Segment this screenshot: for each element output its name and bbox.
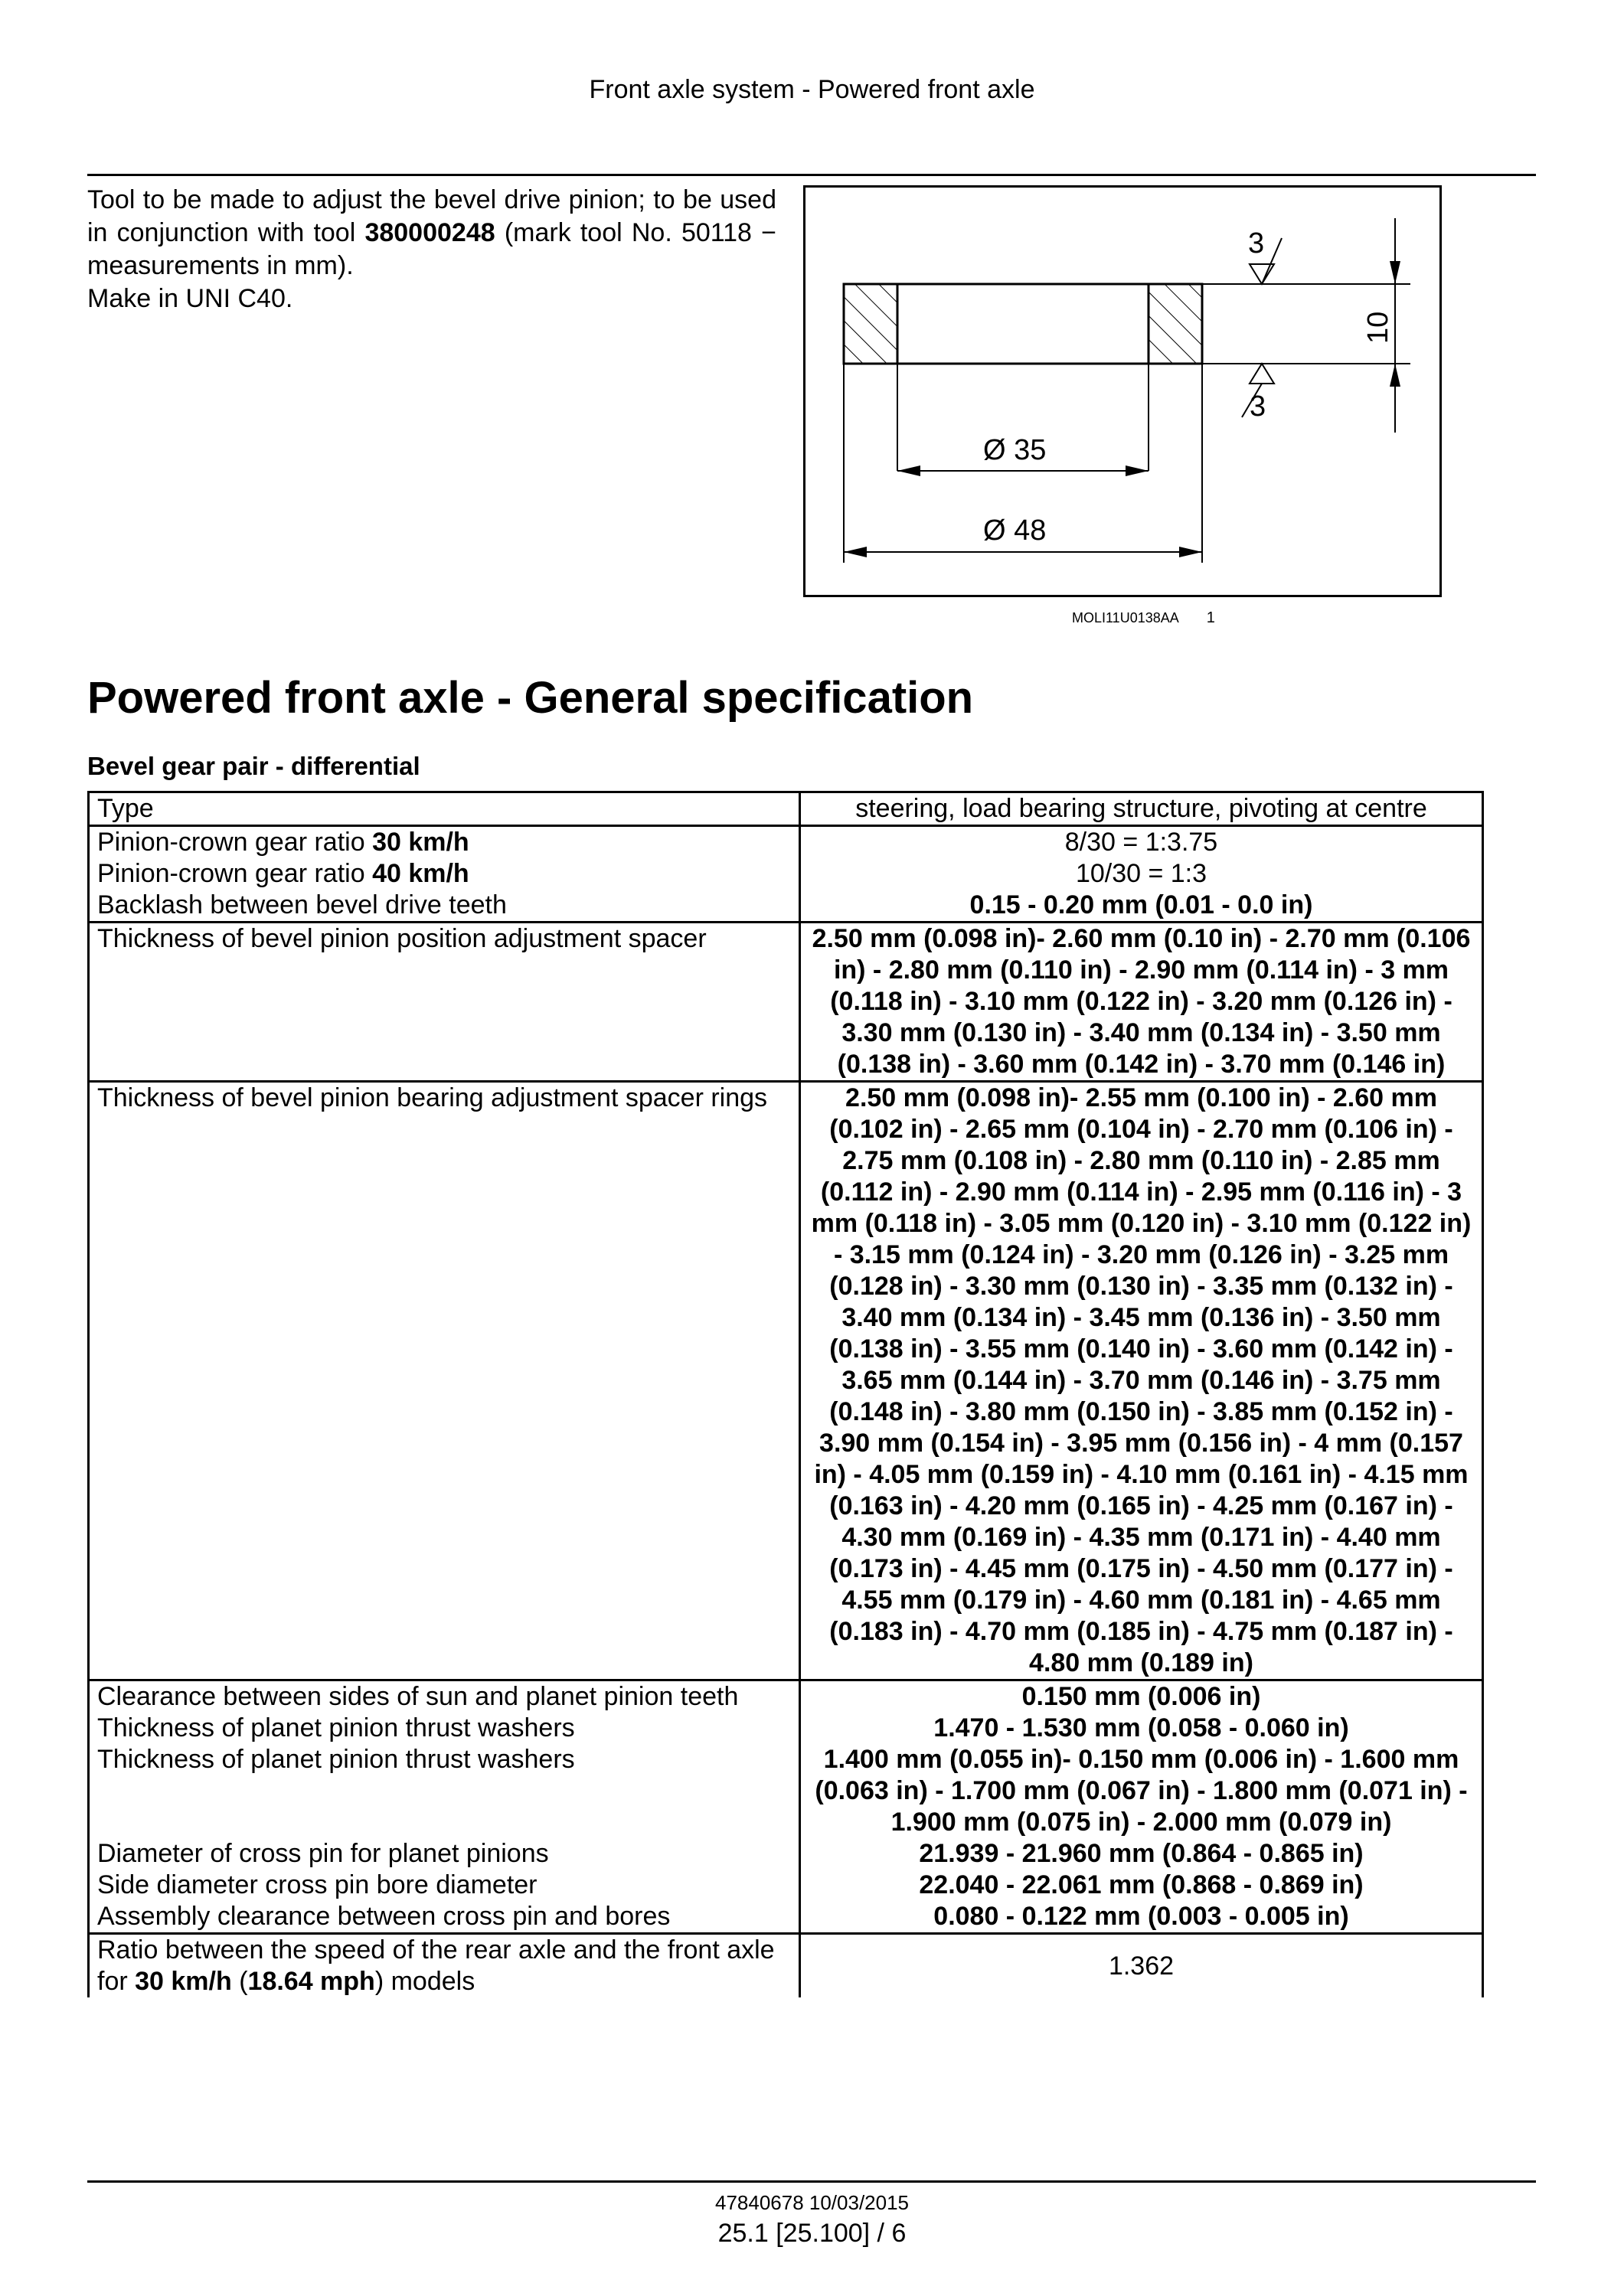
surface-finish-top-label: 3 xyxy=(1248,227,1265,260)
table-row xyxy=(89,923,1483,1082)
page-number: 25.1 [25.100] / 6 xyxy=(717,2219,907,2248)
hatch-left xyxy=(844,284,897,364)
spec-value: 2.50 mm (0.098 in)- 2.55 mm (0.100 in) - 2.60 mm (0.102 in) - 2.65 mm (0.104 in) - 2.70 mm (0.106 in) - 2.75 mm (0.108 in) - 2.80 mm (0.110 in) - 2.85 mm (0.112 in) - 2.90 mm (0.114 in) - 2.95 mm (0.116 in) - 3 mm (0.118 in) - 3.05 mm (0.120 in) - 3.10 mm (0.122 in) - 3.15 mm (0.124 in) - 3.20 mm (0.126 in) - 3.25 mm (0.128 in) - 3.30 mm (0.130 in) - 3.35 mm (0.132 in) - 3.40 mm (0.134 in) - 3.45 mm (0.136 in) - 3.50 mm (0.138 in) - 3.55 mm (0.140 in) - 3.60 mm (0.142 in) - 3.65 mm (0.144 in) - 3.70 mm (0.146 in) - 3.75 mm (0.148 in) - 3.80 mm (0.150 in) - 3.85 mm (0.152 in) - 3.90 mm (0.154 in) - 3.95 mm (0.156 in) - 4 mm (0.157 in) - 4.05 mm (0.159 in) - 4.10 mm (0.161 in) - 4.15 mm (0.163 in) - 4.20 mm (0.165 in) - 4.25 mm (0.167 in) - 4.30 mm (0.169 in) - 4.35 mm (0.171 in) - 4.40 mm (0.173 in) - 4.45 mm (0.175 in) - 4.50 mm (0.177 in) - 4.55 mm (0.179 in) - 4.60 mm (0.181 in) - 4.65 mm (0.183 in) - 4.70 mm (0.185 in) - 4.75 mm (0.187 in) - 4.80 mm (0.189 in) xyxy=(800,1082,1483,1680)
spec-label: Assembly clearance between cross pin and bores xyxy=(89,1901,800,1934)
table-row xyxy=(89,1901,1483,1934)
table-row xyxy=(89,1680,1483,1713)
spec-label xyxy=(89,826,800,859)
spec-label: Thickness of planet pinion thrust washers xyxy=(89,1744,800,1838)
table-row xyxy=(89,1744,1483,1838)
spec-label-speed: 30 km/h xyxy=(135,1967,232,1996)
surface-finish-bottom-icon xyxy=(1250,364,1274,384)
spec-label: Clearance between sides of sun and planet pinion teeth xyxy=(89,1680,800,1713)
spec-label xyxy=(89,1934,800,1998)
hatch-right xyxy=(1149,284,1202,364)
spec-label xyxy=(89,858,800,890)
spec-value: 2.50 mm (0.098 in)- 2.60 mm (0.10 in) - 2.70 mm (0.106 in) - 2.80 mm (0.110 in) - 2.90 mm (0.114 in) - 3 mm (0.118 in) - 3.10 mm (0.122 in) - 3.20 mm (0.126 in) - 3.30 mm (0.130 in) - 3.40 mm (0.134 in) - 3.50 mm (0.138 in) - 3.60 mm (0.142 in) - 3.70 mm (0.146 in) xyxy=(800,923,1483,1082)
material-note: Make in UNI C40. xyxy=(87,284,293,313)
tool-description-text: Tool to be made to adjust the bevel drive pinion; to be used in conjunction with tool xyxy=(87,185,776,247)
spec-value: 1.400 mm (0.055 in)- 0.150 mm (0.006 in) - 1.600 mm (0.063 in) - 1.700 mm (0.067 in) - 1.800 mm (0.071 in) - 1.900 mm (0.075 in) - 2.000 mm (0.079 in) xyxy=(800,1744,1483,1838)
spec-label-speed-mph: 18.64 mph xyxy=(247,1967,375,1996)
section-title: Powered front axle - General specification xyxy=(87,673,974,723)
table-row xyxy=(89,858,1483,890)
tool-description-text-2: (mark tool No. 50118 − measurements in mm). xyxy=(87,218,776,280)
spec-label-text: Pinion-crown gear ratio xyxy=(97,859,373,888)
spec-label: Side diameter cross pin bore diameter xyxy=(89,1870,800,1901)
spec-label-text: Ratio between the speed of the rear axle and the front axle for xyxy=(97,1935,775,1996)
spec-label: Thickness of planet pinion thrust washers xyxy=(89,1713,800,1744)
table-row xyxy=(89,792,1483,826)
table-row xyxy=(89,890,1483,923)
header-rule xyxy=(87,174,1536,176)
specification-table xyxy=(87,791,1484,1997)
spec-label-text: ) models xyxy=(374,1967,475,1996)
section-subtitle: Bevel gear pair - differential xyxy=(87,752,420,780)
spec-value: steering, load bearing structure, pivoting at centre xyxy=(800,792,1483,826)
footer-rule xyxy=(87,2180,1536,2183)
table-row xyxy=(89,1934,1483,1998)
table-row xyxy=(89,1870,1483,1901)
spec-value: 1.362 xyxy=(800,1934,1483,1998)
spec-value: 1.470 - 1.530 mm (0.058 - 0.060 in) xyxy=(800,1713,1483,1744)
dim-height-label: 10 xyxy=(1362,311,1394,344)
surface-finish-top-icon xyxy=(1250,264,1274,284)
tool-number: 380000248 xyxy=(364,218,495,247)
spec-value: 21.939 - 21.960 mm (0.864 - 0.865 in) xyxy=(800,1838,1483,1870)
spacer-tool-drawing xyxy=(803,185,1442,597)
spec-value: 22.040 - 22.061 mm (0.868 - 0.869 in) xyxy=(800,1870,1483,1901)
tool-description xyxy=(87,184,776,315)
figure-caption xyxy=(1072,609,1215,627)
spec-label: Backlash between bevel drive teeth xyxy=(89,890,800,923)
spec-label: Type xyxy=(89,792,800,826)
spec-value: 8/30 = 1:3.75 xyxy=(800,826,1483,859)
dim-outer-label: Ø 48 xyxy=(983,514,1047,547)
spec-value: 0.150 mm (0.006 in) xyxy=(800,1680,1483,1713)
document-code: 47840678 10/03/2015 xyxy=(714,2191,910,2214)
spec-label: Thickness of bevel pinion bearing adjustment spacer rings xyxy=(89,1082,800,1680)
spec-label-text: ( xyxy=(231,1967,248,1996)
table-row xyxy=(89,826,1483,859)
figure-code: MOLI11U0138AA xyxy=(1072,610,1179,625)
spec-label-speed: 40 km/h xyxy=(372,859,469,888)
figure-number: 1 xyxy=(1206,609,1215,626)
spec-label-speed: 30 km/h xyxy=(372,828,469,857)
surface-finish-bottom-label: 3 xyxy=(1250,390,1266,423)
spec-label: Diameter of cross pin for planet pinions xyxy=(89,1838,800,1870)
spec-label: Thickness of bevel pinion position adjustment spacer xyxy=(89,923,800,1082)
spec-value: 0.15 - 0.20 mm (0.01 - 0.0 in) xyxy=(800,890,1483,923)
spec-value: 10/30 = 1:3 xyxy=(800,858,1483,890)
spec-label-text: Pinion-crown gear ratio xyxy=(97,828,373,857)
table-row xyxy=(89,1713,1483,1744)
spec-value: 0.080 - 0.122 mm (0.003 - 0.005 in) xyxy=(800,1901,1483,1934)
table-row xyxy=(89,1082,1483,1680)
running-header: Front axle system - Powered front axle xyxy=(589,75,1035,104)
technical-drawing xyxy=(805,188,1439,595)
table-row xyxy=(89,1838,1483,1870)
dim-inner-label: Ø 35 xyxy=(983,434,1047,466)
